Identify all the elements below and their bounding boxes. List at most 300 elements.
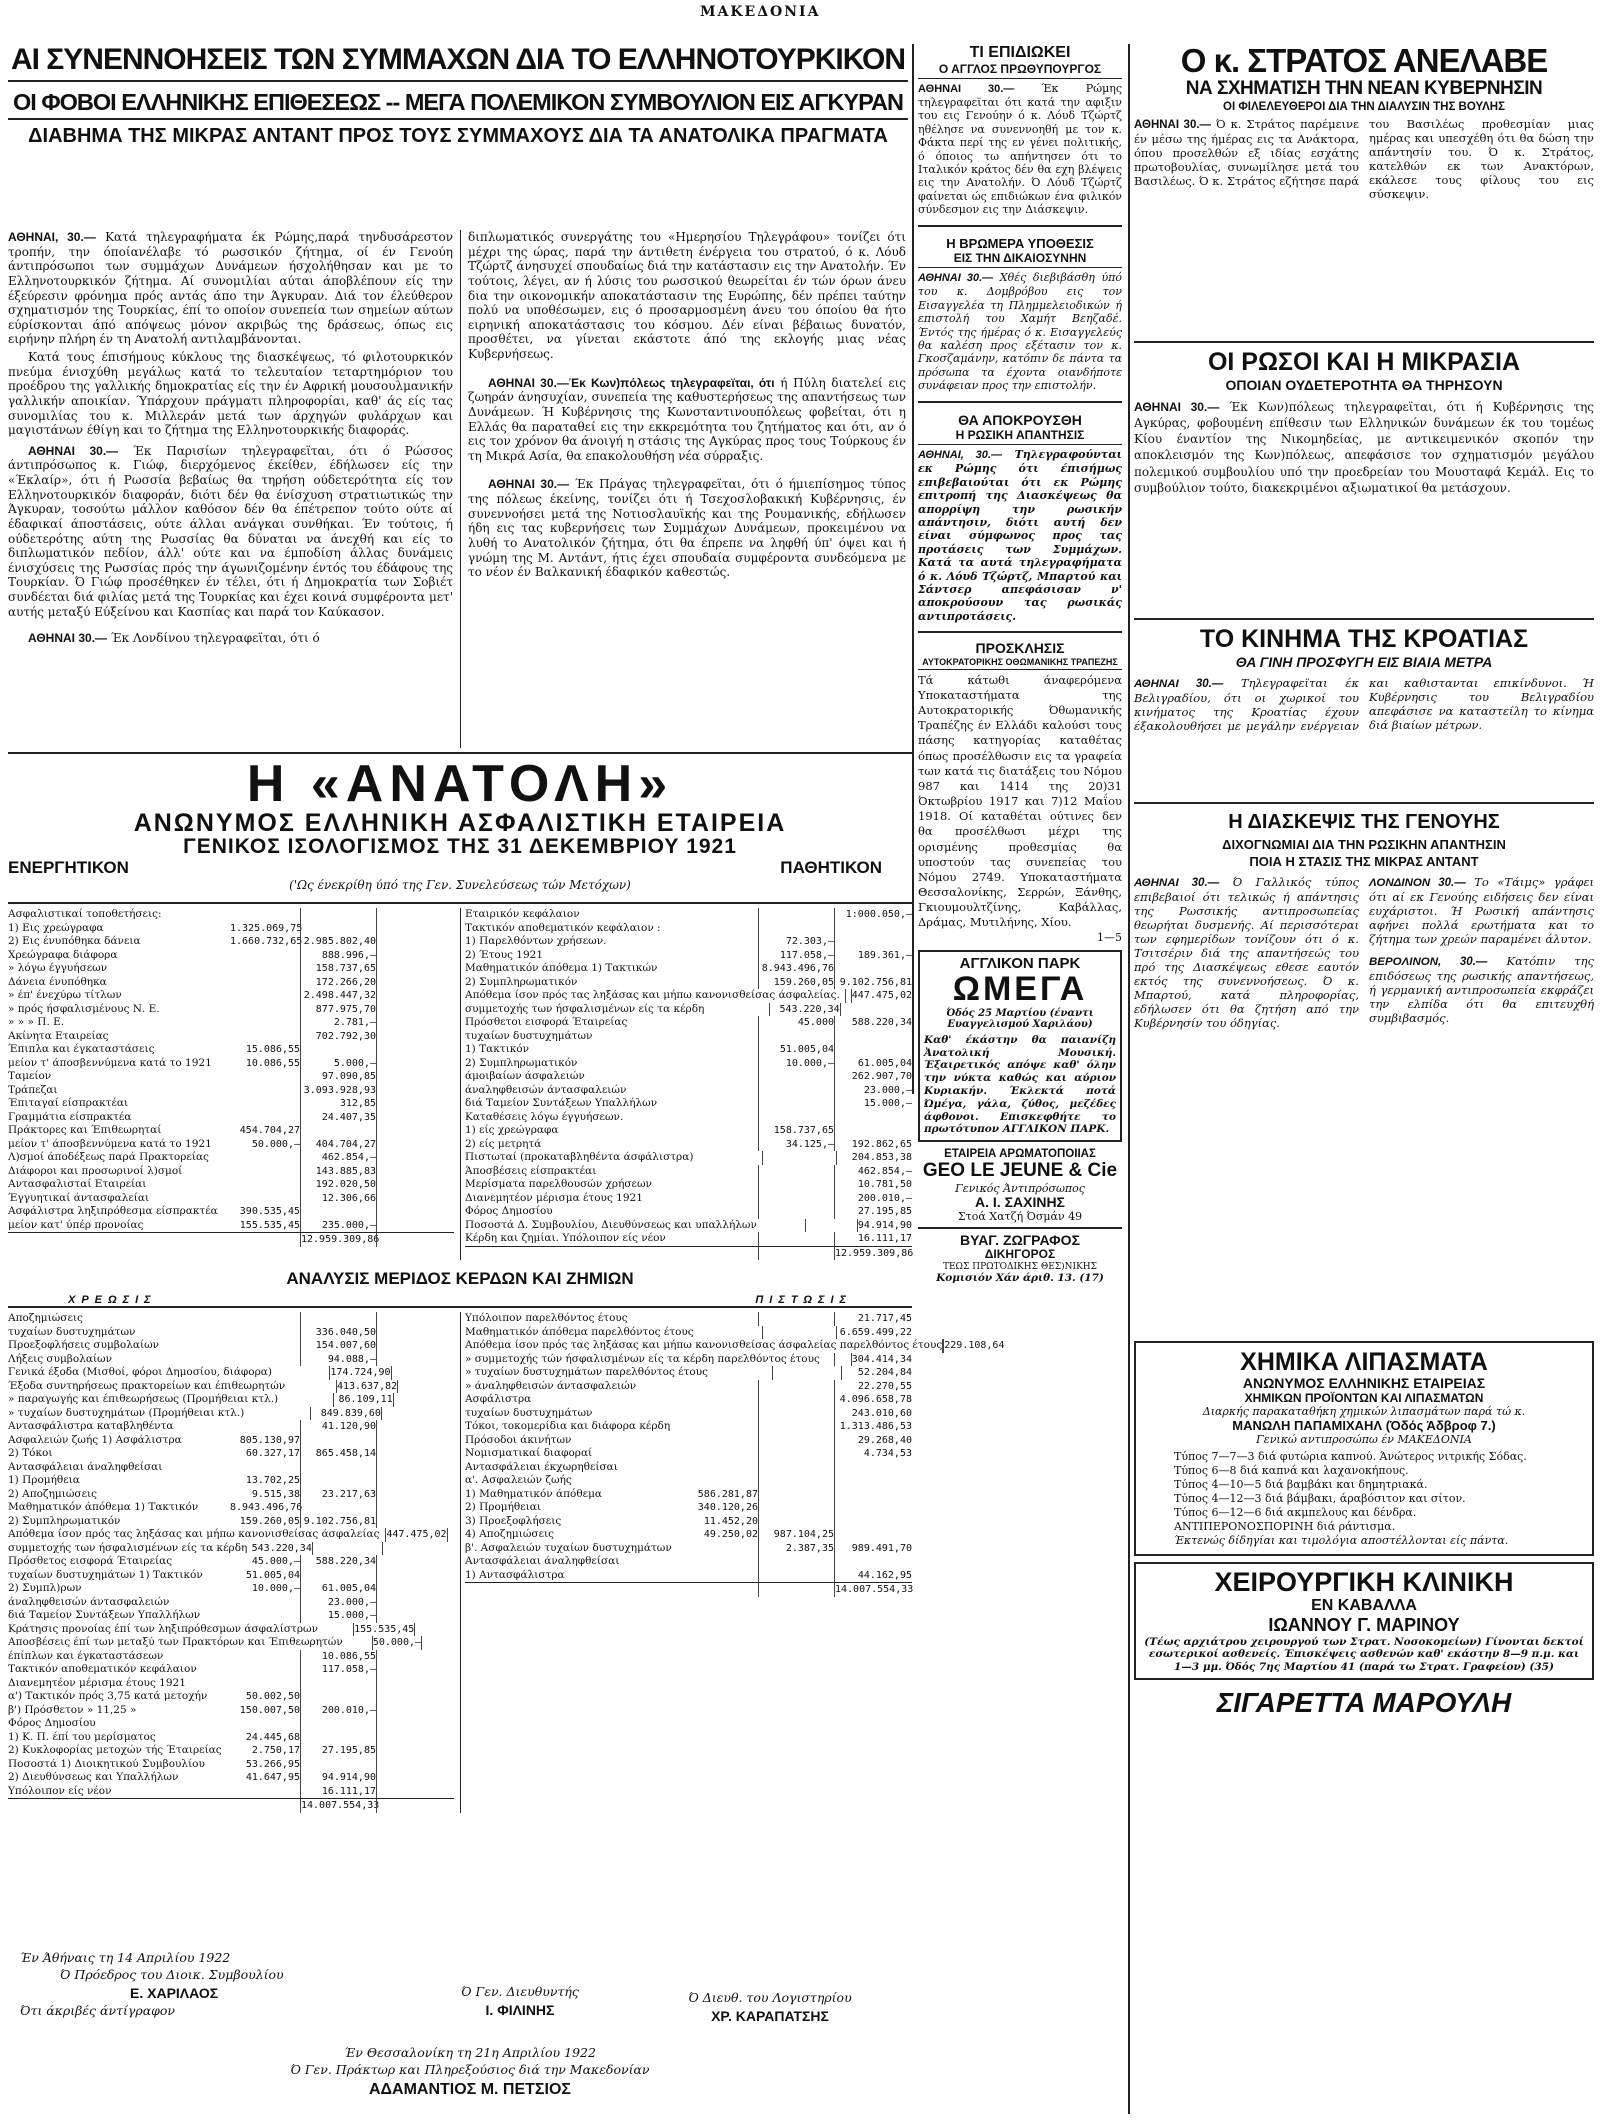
s4-headline: ΠΡΟΣΚΛΗΣΙΣ xyxy=(975,640,1065,657)
omega-ad-title: ΑΓΓΛΙΚΟΝ ΠΑΡΚ xyxy=(959,954,1081,972)
table-cell xyxy=(834,1488,912,1502)
table-cell xyxy=(376,1057,454,1071)
table-cell: 23.000,— xyxy=(834,1084,912,1098)
table-cell: 15.000,— xyxy=(300,1609,376,1623)
table-cell xyxy=(688,1138,758,1152)
table-cell: 2.781,— xyxy=(300,1016,376,1030)
table-cell xyxy=(230,908,300,922)
table-cell xyxy=(230,1785,300,1799)
table-cell: 10.086,55 xyxy=(245,1057,300,1069)
table-row xyxy=(8,1070,454,1084)
table-cell: 2) Συμπληρωματικόν xyxy=(465,1056,578,1069)
table-cell xyxy=(376,1447,454,1461)
table-cell: 61.005,04 xyxy=(300,1582,376,1596)
table-cell xyxy=(758,1447,834,1461)
s3-headline: ΘΑ ΑΠΟΚΡΟΥΣΘΗ xyxy=(958,411,1082,428)
table-cell: Αποζημιώσεις xyxy=(8,1312,83,1325)
table-cell: 61.005,04 xyxy=(834,1057,912,1071)
table-cell: Μερίσματα παρελθουσών χρήσεων xyxy=(465,1178,652,1191)
signer-3-name: ΧΡ. ΚΑΡΑΠΑΤΣΗΣ xyxy=(711,2007,829,2024)
table-cell xyxy=(8,1799,230,1813)
fertilizer-ad xyxy=(1134,1341,1594,1556)
table-row xyxy=(8,1542,454,1556)
table-cell: 9.102.756,81 xyxy=(300,1515,376,1529)
table-cell: 4.734,53 xyxy=(834,1447,912,1461)
table-row xyxy=(8,1690,454,1704)
table-row xyxy=(8,1205,454,1219)
table-cell: 155.535,45 xyxy=(354,1623,415,1635)
table-cell xyxy=(376,989,454,1003)
table-cell: 447.475,02 xyxy=(851,990,912,1002)
table-cell: α'. Ασφαλειών ζωής xyxy=(465,1474,572,1487)
table-cell xyxy=(376,922,454,936)
table-cell: » άναληφθεισών άντασφαλειών xyxy=(465,1379,637,1392)
table-cell: συμμετοχής των ήσφαλισμένων είς τα κέρδη xyxy=(8,1541,248,1554)
table-row xyxy=(8,1704,454,1718)
table-cell xyxy=(376,1555,454,1569)
table-cell: 588.220,34 xyxy=(300,1555,376,1569)
table-cell xyxy=(382,1542,454,1556)
table-cell xyxy=(758,1461,834,1475)
russians-headline: ΟΙ ΡΩΣΟΙ ΚΑΙ Η ΜΙΚΡΑΣΙΑ xyxy=(1207,347,1521,376)
table-cell xyxy=(834,935,912,949)
croatia-subheadline: ΘΑ ΓΙΝΗ ΠΡΟΣΦΥΓΗ ΕΙΣ ΒΙΑΙΑ ΜΕΤΡΑ xyxy=(1235,654,1493,671)
table-row xyxy=(8,1057,454,1071)
table-cell xyxy=(300,1124,376,1138)
table-cell: 10.000,— xyxy=(758,1057,834,1071)
table-cell: Εταιρικόν κεφάλαιον xyxy=(465,908,580,921)
fertilizer-ad-person: ΜΑΝΩΛΗ ΠΑΠΑΜΙΧΑΗΛ (Όδός Άδβροφ 7.) xyxy=(1232,1418,1496,1434)
table-row xyxy=(8,1151,454,1165)
table-row xyxy=(465,935,912,949)
company-subtitle: ΑΝΩΝΥΜΟΣ ΕΛΛΗΝΙΚΗ ΑΣΦΑΛΙΣΤΙΚΗ ΕΤΑΙΡΕΙΑ xyxy=(133,809,787,837)
perfume-ad-rep: Γενικός Άντιπρόσωπος xyxy=(955,1181,1085,1195)
table-cell: Χρεώγραφα διάφορα xyxy=(8,948,118,961)
lawyer-ad-sub: ΤΕΩΣ ΠΡΩΤΟΔΙΚΗΣ ΘΕΣ)ΝΙΚΗΣ xyxy=(942,1261,1098,1272)
table-cell: 243.010,60 xyxy=(834,1407,912,1421)
s2-text: ΑΘΗΝΑΙ 30.— Χθές διεβιβάσθη ύπό του κ. Δομβρόβου εις τον Εισαγγελέα τη Πλημμελειοδικών ή επιστολή του Χαμήτ Βεηζαδέ. Έντός της ήμέρας ό κ. Εισαγγελεύς θα καλέση προς εξέτασιν τον κ. Γκοσζαμάνην, κατόπιν δε πάντα τα πρόσωπα τα έχοντα οιανδήποτε συνάφειαν προς την επιστολήν. xyxy=(918,270,1122,393)
table-cell xyxy=(230,949,300,963)
stratos-headline-1: Ο κ. ΣΤΡΑΤΟΣ ΑΝΕΛΑΒΕ xyxy=(1180,42,1548,79)
table-cell xyxy=(376,1165,454,1179)
table-cell xyxy=(688,1247,758,1261)
table-cell xyxy=(376,1582,454,1596)
table-row xyxy=(8,1030,454,1044)
table-cell xyxy=(447,1528,454,1542)
table-cell xyxy=(300,1205,376,1219)
table-cell: Τράπεζαι xyxy=(8,1083,58,1096)
table-row xyxy=(8,1084,454,1098)
table-cell: 1) είς χρεώγραφα xyxy=(465,1124,559,1137)
table-cell xyxy=(688,1084,758,1098)
table-row xyxy=(8,1744,454,1758)
table-row xyxy=(465,1138,912,1152)
table-cell: τυχαίων δυστυχημάτων 1) Τακτικόν xyxy=(8,1568,203,1581)
table-cell: » » » Π. Ε. xyxy=(8,1016,65,1029)
table-cell xyxy=(230,1016,300,1030)
table-cell: » τυχαίων δυστυχημάτων παρελθόντος έτους xyxy=(465,1366,708,1379)
table-cell: 2) Συμπλ)ρων xyxy=(8,1582,82,1595)
table-cell: 22.270,55 xyxy=(834,1380,912,1394)
table-cell xyxy=(758,1070,834,1084)
table-cell xyxy=(376,1501,454,1515)
table-cell: 12.959.309,86 xyxy=(835,1247,914,1259)
table-cell xyxy=(230,1192,300,1206)
table-cell: 1.325.069,75 xyxy=(230,922,303,934)
table-cell: 24.445,68 xyxy=(245,1731,300,1743)
table-cell xyxy=(376,1731,454,1745)
table-cell xyxy=(758,1501,834,1515)
lead-column-2 xyxy=(468,230,906,580)
table-cell xyxy=(688,1205,758,1219)
table-cell: Λ)σμοί άποδέξεως παρά Πρακτορείας xyxy=(8,1151,209,1164)
table-cell: συμμετοχής των ήσφαλισμένων είς τα κέρδη xyxy=(465,1002,705,1015)
table-cell: Αντασφάλειαι άναληφθείσαι xyxy=(465,1555,620,1568)
table-cell: 34.125,— xyxy=(758,1138,834,1152)
table-row xyxy=(465,1474,912,1488)
table-cell xyxy=(758,1555,834,1569)
table-row xyxy=(465,1205,912,1219)
table-cell: 49.250,02 xyxy=(703,1529,758,1541)
table-cell: Ποσοστά Δ. Συμβουλίου, Διευθύνσεως και υπαλλήλων xyxy=(465,1218,757,1231)
table-cell xyxy=(376,1515,454,1529)
table-cell: 229.108,64 xyxy=(944,1340,1005,1352)
table-row xyxy=(465,1407,912,1421)
table-cell: 117.058,— xyxy=(758,949,834,963)
table-cell xyxy=(376,1353,454,1367)
signer-1-name: Ε. ΧΑΡΙΛΑΟΣ xyxy=(130,1984,219,2001)
table-cell: 23.217,63 xyxy=(300,1488,376,1502)
table-cell xyxy=(230,1717,300,1731)
table-cell: Πρόσθετος εισφορά Έταιρείας xyxy=(8,1555,173,1568)
table-cell: 877.975,70 xyxy=(300,1003,376,1017)
signer-4-role: Ό Γεν. Πράκτωρ και Πληρεξούσιος διά την Μακεδονίαν xyxy=(290,2061,650,2077)
table-cell xyxy=(465,1583,688,1597)
table-cell: τυχαίων δυστυχημάτων xyxy=(465,1406,593,1419)
table-cell xyxy=(834,1353,850,1367)
table-cell xyxy=(230,1663,300,1677)
table-cell: » έπ' ένεχύρω τίτλων xyxy=(8,989,122,1002)
table-cell xyxy=(300,1043,376,1057)
genoa-paragraph-1: ΑΘΗΝΑΙ 30.— Ό Γαλλικός τύπος επιβεβαιοί ότι τελικώς ή απάντησις της Ρωσσικής αντιπροσωπείας θεωρήται δυσμενής. Αί περισσότεραι των εφημερίδων τονίζουν ότι ό κ. Τσιτσέριν διά της απαντήσεώς του πρό της Διασκέψεως εθεσε εαυτόν εκτός της συνεννοήσεως. Ό κ. Μπαρτού, κατά πληροφορίας, εδήλωσεν ότι θα ζητήση από την Κυβέρνησίν του όδηγίας. xyxy=(1134,875,1360,1031)
table-cell: 41.120,90 xyxy=(300,1420,376,1434)
table-cell: Τακτικόν αποθεματικόν κεφάλαιον : xyxy=(465,921,661,934)
table-cell xyxy=(376,1043,454,1057)
table-cell xyxy=(376,1084,454,1098)
table-cell: 6.659.499,22 xyxy=(836,1326,912,1340)
table-row xyxy=(8,1461,454,1475)
table-row xyxy=(8,949,454,963)
table-cell: 16.111,17 xyxy=(834,1232,912,1246)
table-cell xyxy=(688,1542,758,1556)
lead-headline-1: ΑΙ ΣΥΝΕΝΝΟΗΣΕΙΣ ΤΩΝ ΣΥΜΜΑΧΩΝ ΔΙΑ ΤΟ ΕΛΛΗΝΟΤΟΥΡΚΙΚΟΝ xyxy=(8,44,908,82)
lead-paragraph-7: ΑΘΗΝΑΙ 30.— Έκ Πράγας τηλεγραφεϊται, ότι ό ήμιεπίσημος τύπος της πόλεως έκείνης, τονίζει ότι ή Τσεχοσλοβακική Κυβέρνησις, έν συνεννοήσει μετά της Νοτιοσλαυϊκής και της Ρουμανικής, εδήλωσεν ήδη εις τας κυβερνήσεις των Συμμάχων Δυνάμεων, προκειμένου να λυθή το Ανατολικόν ζήτημα, ότι θα έπρεπε να ληφθή ύπ' όψει και ή γνώμη της Μ. Αντάντ, ήτις έχει σπουδαία συμφέροντα συνδεόμενα με το νέον έν Βαλκανική έδαφικόν καθεστώς. xyxy=(468,477,906,580)
table-cell xyxy=(834,1555,912,1569)
signature-block-2 xyxy=(420,1984,620,2020)
table-cell: Γενικά έξοδα (Μισθοί, φόροι Δημοσίου, διάφορα) xyxy=(8,1366,272,1379)
table-cell xyxy=(376,1420,454,1434)
table-row xyxy=(8,1016,454,1030)
table-cell: Μαθηματικόν άπόθεμα 1) Τακτικών xyxy=(465,962,658,975)
table-cell: Πρόσθετοι εισφορά Έταιρείας xyxy=(465,1016,628,1029)
table-row xyxy=(8,1353,454,1367)
table-row xyxy=(465,1192,912,1206)
table-cell: 2.985.802,40 xyxy=(300,935,376,949)
table-row xyxy=(8,1501,454,1515)
table-row xyxy=(8,1798,454,1813)
table-cell: Διανεμητέον μέρισμα έτους 1921 xyxy=(8,1676,186,1689)
table-row xyxy=(465,1312,912,1326)
table-cell: 2) Τόκοι xyxy=(8,1447,53,1460)
liabilities-heading: ΠΑΘΗΤΙΚΟΝ xyxy=(780,858,882,878)
table-cell xyxy=(758,1165,834,1179)
table-cell: Διάφοροι και προσωρινοί λ)σμοί xyxy=(8,1164,183,1177)
table-row xyxy=(465,1353,912,1367)
table-row xyxy=(8,1758,454,1772)
table-cell: 29.268,40 xyxy=(834,1434,912,1448)
table-cell xyxy=(688,1420,758,1434)
table-cell: 150.007,50 xyxy=(239,1704,300,1716)
table-cell xyxy=(688,1434,758,1448)
table-cell xyxy=(272,1366,329,1380)
lead-paragraph-2: Κατά τους έπισήμους κύκλους της διασκέψεως, τό φιλοτουρκικόν πνεύμα ένισχύθη μεγάλως κατά το τελευταίον τεταρτημόριον του προέδρου της γαλλικής δημοκρατίας είς την έν Αφρική μουσουλμανικήν γαλλικήν αποικίαν. Ύπάρχουν πράγματι πληροφορίαι, καθ' άς είς τας συνομιλίας του κ. Μιλλεράν μετά των άρχηγών φυλάρχων και μαγιστάνων έθίγη και το ζήτημα της Ελληνοτουρκικής διαφοράς. xyxy=(8,350,453,438)
table-cell xyxy=(834,1043,912,1057)
table-cell: μείον κατ' ύπέρ προνοίας xyxy=(8,1218,144,1231)
table-cell: 235.000,— xyxy=(300,1219,376,1233)
table-cell: 172.266,20 xyxy=(300,976,376,990)
table-cell xyxy=(688,1030,758,1044)
table-cell: 888.996,— xyxy=(300,949,376,963)
table-cell xyxy=(376,1596,454,1610)
table-cell xyxy=(230,1030,300,1044)
table-cell xyxy=(834,1030,912,1044)
clinic-ad xyxy=(1134,1562,1594,1680)
table-row xyxy=(8,922,454,936)
signer-2-name: Ι. ΦΙΛΙΝΗΣ xyxy=(485,2001,555,2018)
table-row xyxy=(8,1474,454,1488)
table-cell: 44.162,95 xyxy=(834,1569,912,1583)
table-cell: τυχαίων δυστυχημάτων xyxy=(8,1325,136,1338)
table-cell xyxy=(688,922,758,936)
table-cell xyxy=(393,1393,454,1407)
pl-title: ΑΝΑΛΥΣΙΣ ΜΕΡΙΔΟΣ ΚΕΡΔΩΝ ΚΑΙ ΖΗΜΙΩΝ xyxy=(286,1269,634,1289)
table-cell xyxy=(758,1488,834,1502)
table-cell: 10.000,— xyxy=(251,1583,300,1595)
table-cell xyxy=(230,1151,300,1165)
table-cell: 41.647,95 xyxy=(245,1772,300,1784)
table-cell: 15.086,55 xyxy=(245,1044,300,1056)
table-row xyxy=(8,1407,454,1421)
table-cell: 304.414,34 xyxy=(851,1353,912,1365)
lead-paragraph-3: ΑΘΗΝΑΙ 30.— Έκ Παρισίων τηλεγραφεϊται, ότι ό Ρώσσος άντιπρόσωπος κ. Γιώφ, διερχόμενος έκείθεν, έδήλωσεν είς την «Έκλαίρ», ότι ή Ρωσσία βεβαίως θα τηρήση ούδετερότητα είς τον Ελληνοτουρκικόν διαφοράν, διότι δέν θα ένίσχυση στρατιωτικώς την Άγκυραν, τοσούτω μάλλον καθόσον δέν θα έπέτρεπον τούτο ούτε αί έδαφικαί άποστάσεις, ούτε άλλαι ανάγκαι συνθήκαι. Έν τούτοις, ή ούδετερότης αύτη της Ρωσσίας θα δύναται να άνεχθή και είς το διπλωματικόν πεδίον, άλλ' ούτε και να έμποδίση άλλας δυνάμεις ένισχύσεις της Ρωσσίας πρός την άγωνιζομένην έντός του έδάφους της Τουρκίαν. Ό Γιώφ προσέθηκεν έν τέλει, ότι ή Δημοκρατία των Σοβιέτ συνδέεται διά φιλίας μετά της Τουρκίας και έχει κοινά συμφέροντα μετ' αυτής μεταξύ Εύξείνου και Κασπίας και παρά τον Καύκασον. xyxy=(8,443,453,619)
table-cell: άναληφθεισών άντασφαλειών xyxy=(8,1595,170,1608)
table-row xyxy=(8,1043,454,1057)
table-cell: διά Ταμείον Συντάξεων Υπαλλήλων xyxy=(465,1097,658,1110)
place-date: Έν Άθήναις τη 14 Απριλίου 1922 xyxy=(20,1950,231,1965)
table-cell xyxy=(758,1178,834,1192)
table-cell: Αντασφάλειαι έκχωρηθείσαι xyxy=(465,1460,618,1473)
table-cell xyxy=(230,1420,300,1434)
omega-ad-text: Καθ' έκάστην θα παιανίζη Ἀνατολική Μουσική. Έξαιρετικός απόψε καθ' όλην την νύκτα καθώς και αύριον Κυριακήν. Έκλεκτά ποτά Ώμέγα, γάλα, ζύθος, μεζέδες άφθονοι. Επισκεφθήτε το πρωτότυπον ΑΓΓΛΙΚΟΝ ΠΑΡΚ. xyxy=(924,1033,1116,1136)
table-cell: 588.220,34 xyxy=(834,1016,912,1030)
table-cell: 2) Κυκλοφορίας μετοχών τής Έταιρείας xyxy=(8,1744,222,1757)
table-row xyxy=(8,1555,454,1569)
table-cell: άμοιβαίων άσφαλειών xyxy=(465,1070,585,1083)
lead-column-1 xyxy=(8,230,453,646)
table-row xyxy=(8,1771,454,1785)
croatia-text: ΑΘΗΝΑΙ 30.— Τηλεγραφεϊται έκ Βελιγραδίου, ότι οι χωρικοί του κινήματος της Κροατίας έχουν έξακολουθήσει με μεγάλην ενέργειαν και καθιστανται επικίνδυνοι. Ή Κυβέρνησις του Βελιγραδίου απεφάσισε να καταστείλη το κίνημα διά βιαίων μέτρων. xyxy=(1134,676,1594,734)
table-cell xyxy=(300,1569,376,1583)
table-cell xyxy=(376,1569,454,1583)
table-cell: 12.306,66 xyxy=(300,1192,376,1206)
table-cell: Αντασφάλειαι άναληφθείσαι xyxy=(8,1460,163,1473)
table-cell xyxy=(376,1650,454,1664)
table-cell: Μαθηματικόν άπόθεμα παρελθόντος έτους xyxy=(465,1325,694,1338)
table-cell xyxy=(391,1366,454,1380)
table-cell xyxy=(758,922,834,936)
table-cell: 2) Αποζημιώσεις xyxy=(8,1487,98,1500)
fertilizer-ad-rep: Γενικώ αντιπροσώπω έν ΜΑΚΕΔΟΝΙΑ xyxy=(1256,1433,1472,1447)
table-cell: » λόγω έγγυήσεων xyxy=(8,962,108,975)
table-cell xyxy=(688,1097,758,1111)
table-cell xyxy=(376,1677,454,1691)
table-cell xyxy=(421,1636,454,1650)
table-cell: Αποσβέσεις έπί των μεταξύ των Πρακτόρων και Έπιθεωρητών xyxy=(8,1636,343,1649)
table-cell xyxy=(758,1111,834,1125)
table-cell: 51.005,04 xyxy=(245,1569,300,1581)
russians-text: ΑΘΗΝΑΙ 30.— Έκ Κων)πόλεως τηλεγραφεϊται, ότι ή Κυβέρνησις της Αγκύρας, φοβουμένη επίθεσιν των Ελληνικών δυνάμεων έκ του τομέως Κίου έναντίον της Νικομηδείας, με αντικειμενικόν σκοπόν την αποκλεισμόν της Κων)πόλεως, απεφάσισε τον σχηματισμόν μεγάλου πολεμικού συμβουλίου υπό την προεδρείαν του Μουσταφά Κεμάλ. Εις το συμβούλιον τούτο, διακεκριμένοι αξιωματικοί θα μετάσχουν. xyxy=(1134,399,1594,495)
credit-table xyxy=(460,1312,1005,1813)
table-cell xyxy=(300,1501,376,1515)
table-cell xyxy=(376,1111,454,1125)
table-row xyxy=(465,1461,912,1475)
table-cell: 14.007.554,33 xyxy=(835,1584,914,1596)
table-cell xyxy=(376,1461,454,1475)
table-cell: Έπιπλα και έγκαταστάσεις xyxy=(8,1043,155,1056)
table-cell xyxy=(834,962,912,976)
table-cell xyxy=(834,1528,912,1542)
table-row xyxy=(8,1663,454,1677)
signature-block-1 xyxy=(20,1950,320,2020)
signature-block-3 xyxy=(640,1990,900,2026)
balance-title: ΓΕΝΙΚΟΣ ΙΣΟΛΟΓΙΣΜΟΣ ΤΗΣ 31 ΔΕΚΕΜΒΡΙΟΥ 1921 xyxy=(183,835,737,859)
balance-sheet xyxy=(8,755,1005,2113)
fertilizer-ad-list xyxy=(1144,1450,1584,1548)
table-row xyxy=(465,1339,1005,1353)
table-cell xyxy=(230,1353,300,1367)
table-cell: Τόκοι, τοκομερίδια και διάφορα κέρδη xyxy=(465,1420,671,1433)
table-cell xyxy=(688,1474,758,1488)
table-cell: μείον τ' άποσβεννύμενα κατά το 1921 xyxy=(8,1056,212,1069)
table-row xyxy=(8,1650,454,1664)
table-row xyxy=(465,1366,912,1380)
table-cell: τυχαίων δυστυχημάτων xyxy=(465,1029,593,1042)
signer-4-name: ΑΔΑΜΑΝΤΙΟΣ Μ. ΠΕΤΣΙΟΣ xyxy=(368,2080,572,2098)
table-cell: μείον τ' άποσβεννύμενα κατά το 1921 xyxy=(8,1137,212,1150)
table-cell: 158.737,65 xyxy=(300,962,376,976)
table-cell: 336.040,50 xyxy=(300,1326,376,1340)
table-row xyxy=(465,1043,912,1057)
table-cell xyxy=(230,1677,300,1691)
table-cell: 189.361,— xyxy=(834,949,912,963)
table-row xyxy=(465,1070,912,1084)
table-row xyxy=(8,1165,454,1179)
table-cell xyxy=(376,1717,454,1731)
fertilizer-ad-sub-1: ΑΝΩΝΥΜΟΣ ΕΛΛΗΝΙΚΗΣ ΕΤΑΙΡΕΙΑΣ xyxy=(1242,1375,1486,1392)
table-cell xyxy=(312,1542,382,1556)
table-cell xyxy=(318,1623,353,1637)
table-cell xyxy=(230,1461,300,1475)
table-cell: 1) Εις χρεώγραφα xyxy=(8,921,104,934)
s3-text: ΑΘΗΝΑΙ, 30.— Τηλεγραφούνται εκ Ρώμης ότι έπισήμως επιβεβαιούται ότι εκ Ρώμης επιτροπή της Διασκέψεως θα απορρίψη την ρωσικήν απάντησιν, διότι αυτή δεν είναι σύμφωνος προς τας προτάσεις των Συμμάχων. Κατά τα αυτά τηλεγραφήματα ό κ. Λόυδ Τζώρτζ, Μπαρτού και Σάντσερ απεφάσισαν ν' αποκρούσουν τας ρωσικάς αντιπροτάσεις. xyxy=(918,448,1122,623)
table-cell: 2) Έτους 1921 xyxy=(465,948,544,961)
table-cell: 94.914,90 xyxy=(300,1771,376,1785)
table-row xyxy=(465,1016,912,1030)
signer-1-note: Ότι άκριβές άντίγραφον xyxy=(20,2002,176,2018)
table-cell: Έξοδα συντηρήσεως πρακτορείων και έπιθεωρητών xyxy=(8,1379,286,1392)
table-cell: 174.724,90 xyxy=(330,1367,391,1379)
table-cell: 1.313.486,53 xyxy=(834,1420,912,1434)
croatia-headline: ΤΟ ΚΙΝΗΜΑ ΤΗΣ ΚΡΟΑΤΙΑΣ xyxy=(1199,624,1529,653)
table-row xyxy=(8,976,454,990)
lead-headline-3: ΔΙΑΒΗΜΑ ΤΗΣ ΜΙΚΡΑΣ ΑΝΤΑΝΤ ΠΡΟΣ ΤΟΥΣ ΣΥΜΜΑΧΟΥΣ ΔΙΑ ΤΑ ΑΝΑΤΟΛΙΚΑ ΠΡΑΓΜΑΤΑ xyxy=(28,125,888,148)
table-cell: 50.000,— xyxy=(251,1138,300,1150)
debit-heading: ΧΡΕΩΣΙΣ xyxy=(68,1294,157,1307)
lawyer-ad-role: ΔΙΚΗΓΟΡΟΣ xyxy=(984,1247,1056,1262)
table-row xyxy=(8,1447,454,1461)
table-row xyxy=(465,1111,912,1125)
table-cell: 204.853,38 xyxy=(836,1151,912,1165)
table-cell: » παραγωγής και έπιθεωρήσεως (Προμήθειαι κτλ.) xyxy=(8,1393,279,1406)
table-row xyxy=(8,1420,454,1434)
table-cell xyxy=(758,1312,834,1326)
table-cell xyxy=(688,1165,758,1179)
table-cell xyxy=(376,1771,454,1785)
table-cell: 4.096.658,78 xyxy=(834,1393,912,1407)
table-row xyxy=(8,935,454,949)
table-cell: 849.839,60 xyxy=(310,1407,381,1421)
table-cell: Ασφάλιστρα ληξιπρόθεσμα είσπρακτέα xyxy=(8,1205,218,1218)
omega-ad-name: ΩΜΕΓΑ xyxy=(952,970,1088,1009)
list-item: Τύπος 6—12—6 διά ακμπελους και δένδρα. xyxy=(1174,1506,1417,1520)
table-cell xyxy=(230,962,300,976)
cigarette-ad: ΣΙΓΑΡΕΤΤΑ ΜΑΡΟΥΛΗ xyxy=(1216,1687,1512,1719)
table-cell xyxy=(688,1111,758,1125)
table-cell xyxy=(300,1474,376,1488)
table-cell xyxy=(300,1758,376,1772)
fertilizer-ad-sub-2: ΧΗΜΙΚΩΝ ΠΡΟΪΟΝΤΩΝ ΚΑΙ ΛΙΠΑΣΜΑΤΩΝ xyxy=(1244,1391,1484,1406)
table-cell: Ταμείον xyxy=(8,1070,52,1083)
table-cell xyxy=(758,1393,834,1407)
table-cell: β') Πρόσθετον » 11,25 » xyxy=(8,1703,137,1716)
table-row xyxy=(465,1165,912,1179)
table-cell xyxy=(300,1434,376,1448)
table-row xyxy=(8,1380,454,1394)
table-cell xyxy=(834,1111,912,1125)
table-row xyxy=(8,1731,454,1745)
table-cell xyxy=(343,1636,372,1650)
credit-heading: ΠΙΣΤΩΣΙΣ xyxy=(755,1294,852,1307)
table-cell xyxy=(230,1097,300,1111)
assets-heading: ΕΝΕΡΓΗΤΙΚΟΝ xyxy=(8,858,129,878)
table-row xyxy=(8,1232,454,1247)
table-cell xyxy=(376,1097,454,1111)
table-row xyxy=(465,1124,912,1138)
table-cell: 404.704,27 xyxy=(300,1138,376,1152)
signer-3-role: Ό Διευθ. του Λογιστηρίου xyxy=(688,1990,852,2005)
table-cell: 192.020,50 xyxy=(300,1178,376,1192)
table-row xyxy=(465,1515,912,1529)
